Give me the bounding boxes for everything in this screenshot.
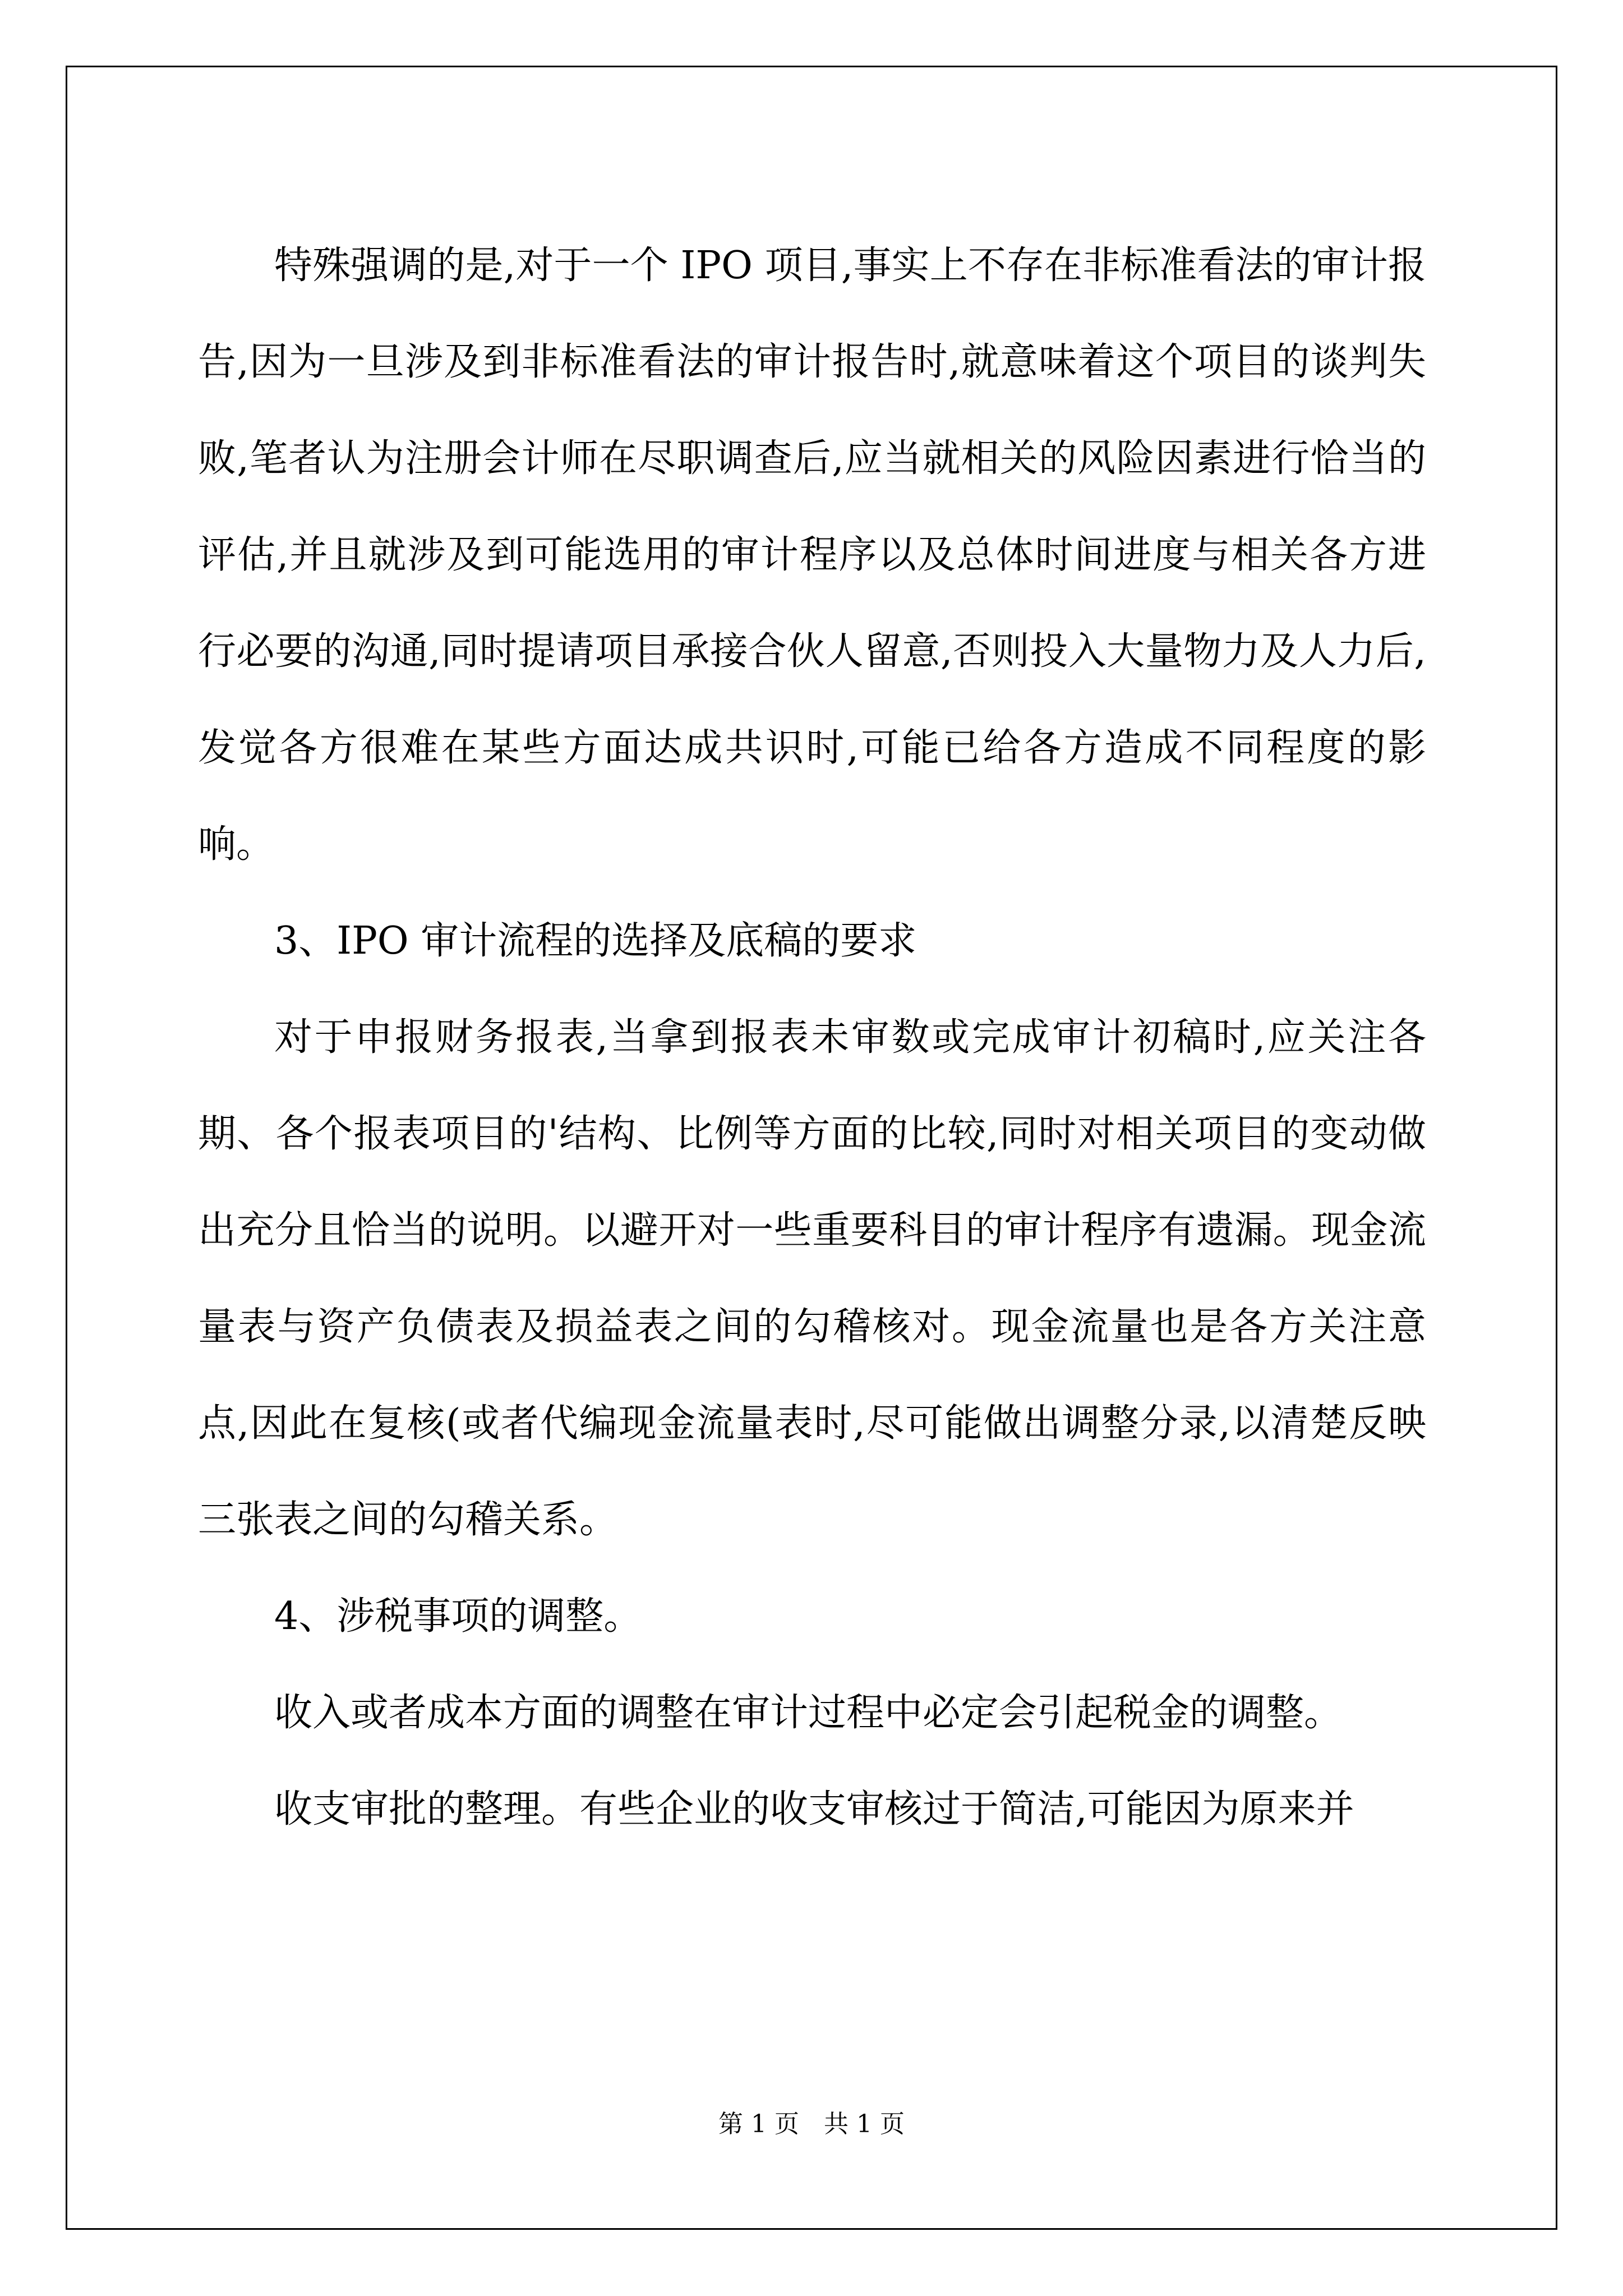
paragraph-2: 对于申报财务报表,当拿到报表未审数或完成审计初稿时,应关注各期、各个报表项目的'结构、比例等方面的比较,同时对相关项目的变动做出充分且恰当的说明。以避开对一些重要科目的审计程序有遗漏。现金流量表与资产负债表及损益表之间的勾稽核对。现金流量也是各方关注意点,因此在复核(或者代编现金流量表时,尽可能做出调整分录,以清楚反映三张表之间的勾稽关系。 bbox=[198, 1015, 1426, 1542]
heading-4-tax-adjustment: 4、涉税事项的调整。 bbox=[274, 1594, 642, 1639]
paragraph-3: 收入或者成本方面的调整在审计过程中必定会引起税金的调整。 bbox=[274, 1691, 1343, 1735]
paragraph-1: 特殊强调的是,对于一个 IPO 项目,事实上不存在非标准看法的审计报告,因为一旦涉及到非标准看法的审计报告时,就意味着这个项目的谈判失败,笔者认为注册会计师在尽职调查后,应当就相关的风险因素进行恰当的评估,并且就涉及到可能选用的审计程序以及总体时间进度与相关各方进行必要的沟通,同时提请项目承接合伙人留意,否则投入大量物力及人力后,发觉各方很难在某些方面达成共识时,可能已给各方造成不同程度的影响。 bbox=[198, 243, 1426, 867]
heading-3-ipo-audit-process: 3、IPO 审计流程的选择及底稿的要求 bbox=[274, 919, 917, 963]
document-body bbox=[198, 218, 1426, 1858]
paragraph-4: 收支审批的整理。有些企业的收支审核过于简洁,可能因为原来并 bbox=[274, 1787, 1354, 1832]
page-number-footer: 第 1 页 共 1 页 bbox=[718, 2110, 905, 2138]
